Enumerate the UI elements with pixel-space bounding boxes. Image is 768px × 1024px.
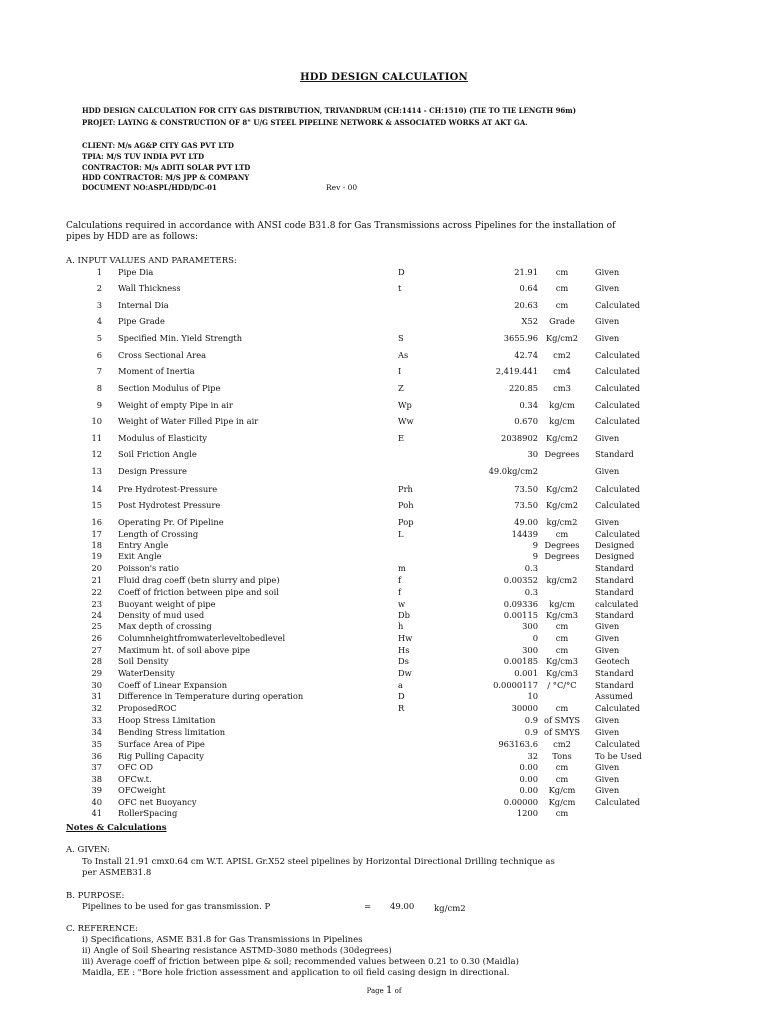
- row-number: 2: [96, 283, 102, 293]
- parameter-unit: Kg/cm: [548, 785, 576, 795]
- parameter-name: Pre Hydrotest-Pressure: [118, 484, 218, 494]
- parameter-unit: of SMYS: [543, 727, 581, 737]
- row-number: 13: [91, 466, 102, 476]
- header-line-1: HDD DESIGN CALCULATION FOR CITY GAS DISTRIBUTION, TRIVANDRUM (CH:1414 - CH:1510) (TIE TO TIE LENGTH 96m): [82, 106, 577, 115]
- table-row: [0, 727, 768, 739]
- table-row: [0, 739, 768, 751]
- parameter-remark: Geotech: [595, 656, 630, 666]
- parameter-unit: of SMYS: [543, 715, 581, 725]
- table-row: [0, 366, 768, 378]
- parameter-unit: cm4: [553, 366, 571, 376]
- parameter-remark: Standard: [595, 680, 634, 690]
- parameter-name: Poisson's ratio: [118, 563, 179, 573]
- parameter-remark: calculated: [595, 599, 639, 609]
- parameter-remark: Given: [595, 466, 620, 476]
- parameter-name: Density of mud used: [118, 610, 205, 620]
- parameter-remark: Given: [595, 633, 620, 643]
- parameter-name: Section Modulus of Pipe: [118, 383, 221, 393]
- reference-item: iii) Average coeff of friction between pipe & soil; recommended values between 0.21 to 0.30 (Maidla): [82, 957, 519, 967]
- parameter-name: WaterDensity: [118, 668, 175, 678]
- parameter-remark: Given: [595, 433, 620, 443]
- parameter-value: 0.00: [519, 785, 538, 795]
- client-line: CLIENT: M/s AG&P CITY GAS PVT LTD: [82, 141, 234, 150]
- parameter-unit: Degrees: [544, 551, 580, 561]
- parameter-value: 10: [527, 691, 538, 701]
- parameter-value: 49.0kg/cm2: [488, 466, 538, 476]
- table-row: [0, 267, 768, 279]
- table-row: [0, 333, 768, 345]
- purpose-unit: kg/cm2: [434, 904, 466, 914]
- parameter-value: 0.00: [519, 762, 538, 772]
- page-footer: [0, 985, 768, 996]
- parameter-value: 2038902: [501, 433, 538, 443]
- parameter-value: 0.09336: [503, 599, 538, 609]
- parameter-name: Entry Angle: [118, 540, 169, 550]
- reference-item: Maidla, EE : "Bore hole friction assessment and application to oil field casing design in directional.: [82, 968, 510, 978]
- parameter-name: RollerSpacing: [118, 808, 178, 818]
- table-row: [0, 691, 768, 703]
- parameter-symbol: As: [398, 350, 409, 360]
- parameter-value: 0.670: [514, 416, 538, 426]
- parameter-name: ProposedROC: [118, 703, 177, 713]
- parameter-remark: Calculated: [595, 797, 641, 807]
- parameter-symbol: L: [398, 529, 404, 539]
- parameter-symbol: R: [398, 703, 405, 713]
- table-row: [0, 668, 768, 680]
- parameter-value: 0: [532, 633, 538, 643]
- parameter-remark: Calculated: [595, 350, 641, 360]
- parameter-remark: To be Used: [595, 751, 642, 761]
- parameter-name: OFC OD: [118, 762, 153, 772]
- header-line-2: PROJET: LAYING & CONSTRUCTION OF 8" U/G STEEL PIPELINE NETWORK & ASSOCIATED WORKS AT AKT GA.: [82, 118, 528, 127]
- table-row: [0, 484, 768, 496]
- table-row: [0, 383, 768, 395]
- row-number: 9: [96, 400, 102, 410]
- table-row: [0, 283, 768, 295]
- parameter-remark: Given: [595, 785, 620, 795]
- parameter-symbol: t: [398, 283, 402, 293]
- row-number: 28: [91, 656, 102, 666]
- parameter-value: 30000: [511, 703, 538, 713]
- parameter-value: 0.9: [524, 727, 538, 737]
- table-row: [0, 517, 768, 529]
- parameter-remark: Given: [595, 774, 620, 784]
- parameter-value: 0.0000117: [493, 680, 538, 690]
- parameter-name: Coeff of Linear Expansion: [118, 680, 228, 690]
- parameter-remark: Standard: [595, 610, 634, 620]
- table-row: [0, 563, 768, 575]
- parameter-value: 3655.96: [503, 333, 538, 343]
- page-number: 1: [386, 985, 393, 996]
- reference-item: ii) Angle of Soil Shearing resistance ASTMD-3080 methods (30degrees): [82, 946, 392, 956]
- parameter-unit: cm: [555, 808, 569, 818]
- row-number: 8: [96, 383, 102, 393]
- parameter-value: 0.3: [524, 563, 538, 573]
- parameter-unit: Tons: [552, 751, 572, 761]
- parameter-unit: cm: [555, 300, 569, 310]
- parameter-symbol: Dw: [398, 668, 412, 678]
- parameter-name: Hoop Stress Limitation: [118, 715, 216, 725]
- parameter-symbol: a: [398, 680, 403, 690]
- parameter-symbol: Z: [398, 383, 404, 393]
- parameter-name: Design Pressure: [118, 466, 187, 476]
- parameter-symbol: m: [398, 563, 406, 573]
- parameter-remark: Given: [595, 267, 620, 277]
- parameter-value: 73.50: [514, 484, 538, 494]
- parameter-unit: Grade: [549, 316, 575, 326]
- intro-line-2: pipes by HDD are as follows:: [66, 232, 199, 242]
- tpia-line: TPIA: M/S TUV INDIA PVT LTD: [82, 152, 205, 161]
- parameter-symbol: w: [398, 599, 406, 609]
- parameter-remark: Calculated: [595, 703, 641, 713]
- purpose-label: B. PURPOSE:: [66, 891, 125, 901]
- row-number: 29: [91, 668, 102, 678]
- parameter-remark: Calculated: [595, 383, 641, 393]
- parameter-unit: kg/cm: [549, 400, 575, 410]
- row-number: 38: [91, 774, 102, 784]
- hdd-contractor-line: HDD CONTRACTOR: M/S JPP & COMPANY: [82, 173, 250, 182]
- parameter-value: 0.00185: [503, 656, 538, 666]
- parameter-symbol: E: [398, 433, 405, 443]
- parameter-remark: Standard: [595, 449, 634, 459]
- parameter-value: 21.91: [514, 267, 538, 277]
- row-number: 33: [91, 715, 102, 725]
- parameter-value: 0.001: [514, 668, 538, 678]
- parameter-name: Coeff of friction between pipe and soil: [118, 587, 279, 597]
- parameter-remark: Given: [595, 283, 620, 293]
- parameter-unit: kg/cm: [549, 599, 575, 609]
- parameter-remark: Given: [595, 645, 620, 655]
- parameter-symbol: S: [398, 333, 404, 343]
- row-number: 15: [91, 500, 102, 510]
- row-number: 20: [91, 563, 102, 573]
- parameter-symbol: I: [398, 366, 402, 376]
- section-a-title: INPUT VALUES AND PARAMETERS:: [77, 256, 237, 266]
- row-number: 23: [91, 599, 102, 609]
- parameter-symbol: Db: [398, 610, 410, 620]
- parameter-remark: Designed: [595, 540, 635, 550]
- parameter-value: 0.9: [524, 715, 538, 725]
- parameter-unit: Kg/cm: [548, 797, 576, 807]
- parameter-unit: cm: [555, 529, 569, 539]
- revision: Rev - 00: [326, 183, 358, 192]
- row-number: 24: [91, 610, 102, 620]
- parameter-name: OFCw.t.: [118, 774, 152, 784]
- parameter-unit: cm: [555, 621, 569, 631]
- parameter-remark: Given: [595, 316, 620, 326]
- parameter-symbol: Hw: [398, 633, 413, 643]
- parameter-symbol: f: [398, 575, 402, 585]
- parameter-remark: Calculated: [595, 500, 641, 510]
- parameter-value: 0.00: [519, 774, 538, 784]
- parameter-unit: cm3: [553, 383, 571, 393]
- table-row: [0, 715, 768, 727]
- parameter-remark: Given: [595, 762, 620, 772]
- parameter-unit: kg/cm: [549, 416, 575, 426]
- row-number: 35: [91, 739, 102, 749]
- parameter-value: 14439: [511, 529, 538, 539]
- parameter-symbol: D: [398, 267, 405, 277]
- parameter-name: Wall Thickness: [118, 283, 181, 293]
- given-label: A. GIVEN:: [66, 845, 111, 855]
- document-title: HDD DESIGN CALCULATION: [300, 72, 468, 83]
- row-number: 7: [96, 366, 102, 376]
- row-number: 1: [96, 267, 102, 277]
- parameter-name: Buoyant weight of pipe: [118, 599, 216, 609]
- row-number: 21: [91, 575, 102, 585]
- table-row: [0, 300, 768, 312]
- row-number: 31: [91, 691, 102, 701]
- intro-line-1: Calculations required in accordance with ANSI code B31.8 for Gas Transmissions across Pipelines for the installation of: [66, 221, 616, 231]
- section-a-letter: A.: [66, 256, 75, 266]
- parameter-value: 963163.6: [498, 739, 538, 749]
- row-number: 5: [96, 333, 102, 343]
- table-row: [0, 621, 768, 633]
- table-row: [0, 466, 768, 478]
- parameter-name: Pipe Grade: [118, 316, 165, 326]
- parameter-remark: Standard: [595, 587, 634, 597]
- parameter-name: Soil Friction Angle: [118, 449, 197, 459]
- parameter-value: 30: [527, 449, 538, 459]
- parameter-unit: cm: [555, 283, 569, 293]
- row-number: 14: [91, 484, 102, 494]
- parameter-remark: Given: [595, 333, 620, 343]
- table-row: [0, 808, 768, 820]
- parameter-unit: kg/cm2: [546, 517, 578, 527]
- parameter-remark: Standard: [595, 575, 634, 585]
- parameter-unit: Kg/cm3: [545, 656, 579, 666]
- parameter-remark: Calculated: [595, 300, 641, 310]
- parameter-symbol: Ww: [398, 416, 414, 426]
- parameter-unit: Degrees: [544, 540, 580, 550]
- parameter-value: 42.74: [514, 350, 538, 360]
- table-row: [0, 633, 768, 645]
- table-row: [0, 762, 768, 774]
- reference-item: i) Specifications, ASME B31.8 for Gas Transmissions in Pipelines: [82, 935, 363, 945]
- parameter-symbol: Wp: [398, 400, 412, 410]
- parameter-value: 2,419.441: [495, 366, 538, 376]
- row-number: 16: [91, 517, 102, 527]
- parameter-name: Weight of Water Filled Pipe in air: [118, 416, 259, 426]
- parameter-remark: Given: [595, 715, 620, 725]
- parameter-name: Bending Stress limitation: [118, 727, 226, 737]
- parameter-value: 9: [532, 540, 538, 550]
- given-line-1: To Install 21.91 cmx0.64 cm W.T. APISL Gr.X52 steel pipelines by Horizontal Directional Drilling technique as: [82, 857, 555, 867]
- row-number: 26: [91, 633, 102, 643]
- parameter-name: Maximum ht. of soil above pipe: [118, 645, 251, 655]
- parameter-name: Weight of empty Pipe in air: [118, 400, 233, 410]
- page-label: Page: [366, 987, 384, 995]
- parameter-name: Cross Sectional Area: [118, 350, 207, 360]
- parameter-value: 220.85: [508, 383, 538, 393]
- parameter-value: 300: [522, 621, 538, 631]
- row-number: 4: [96, 316, 102, 326]
- parameter-unit: Kg/cm3: [545, 610, 579, 620]
- table-row: [0, 400, 768, 412]
- parameter-unit: cm: [555, 645, 569, 655]
- parameter-symbol: D: [398, 691, 405, 701]
- parameter-unit: / °C/°C: [547, 680, 577, 690]
- purpose-text: Pipelines to be used for gas transmission. P: [82, 902, 271, 912]
- parameter-value: 49.00: [514, 517, 538, 527]
- parameter-name: Specified Min. Yield Strength: [118, 333, 243, 343]
- table-row: [0, 551, 768, 563]
- row-number: 11: [91, 433, 102, 443]
- parameter-unit: Degrees: [544, 449, 580, 459]
- parameter-unit: kg/cm2: [546, 575, 578, 585]
- parameter-value: 0.34: [519, 400, 538, 410]
- table-row: [0, 656, 768, 668]
- parameter-name: Difference in Temperature during operation: [118, 691, 304, 701]
- row-number: 36: [91, 751, 102, 761]
- row-number: 34: [91, 727, 102, 737]
- row-number: 12: [91, 449, 102, 459]
- parameter-unit: cm2: [553, 350, 571, 360]
- document-number: DOCUMENT NO:ASPL/HDD/DC-01: [82, 183, 217, 192]
- table-row: [0, 500, 768, 512]
- parameter-remark: Calculated: [595, 366, 641, 376]
- table-row: [0, 416, 768, 428]
- parameter-unit: cm: [555, 774, 569, 784]
- row-number: 17: [91, 529, 102, 539]
- table-row: [0, 587, 768, 599]
- parameter-remark: Calculated: [595, 529, 641, 539]
- parameter-symbol: Pop: [398, 517, 414, 527]
- parameter-remark: Designed: [595, 551, 635, 561]
- table-row: [0, 703, 768, 715]
- parameter-name: Columnheightfromwaterleveltobedlevel: [118, 633, 286, 643]
- row-number: 27: [91, 645, 102, 655]
- parameter-name: Pipe Dia: [118, 267, 154, 277]
- section-a-heading: [66, 256, 237, 266]
- parameter-value: 20.63: [514, 300, 538, 310]
- parameter-name: Length of Crossing: [118, 529, 199, 539]
- row-number: 37: [91, 762, 102, 772]
- parameter-unit: Kg/cm2: [545, 333, 579, 343]
- parameter-name: Post Hydrotest Pressure: [118, 500, 221, 510]
- parameter-remark: Given: [595, 621, 620, 631]
- parameter-value: 32: [527, 751, 538, 761]
- table-row: [0, 575, 768, 587]
- parameter-unit: Kg/cm2: [545, 433, 579, 443]
- row-number: 41: [91, 808, 102, 818]
- purpose-equals: =: [364, 902, 372, 912]
- parameter-symbol: Prh: [398, 484, 413, 494]
- parameter-name: Soil Density: [118, 656, 169, 666]
- parameter-name: Moment of Inertia: [118, 366, 195, 376]
- parameter-remark: Calculated: [595, 484, 641, 494]
- notes-title: Notes & Calculations: [66, 823, 167, 833]
- parameter-unit: Kg/cm3: [545, 668, 579, 678]
- parameter-unit: cm: [555, 762, 569, 772]
- parameter-symbol: Hs: [398, 645, 410, 655]
- given-line-2: per ASMEB31.8: [82, 868, 152, 878]
- parameter-remark: Given: [595, 727, 620, 737]
- parameter-symbol: Poh: [398, 500, 414, 510]
- reference-label: C. REFERENCE:: [66, 924, 138, 934]
- parameter-name: Internal Dia: [118, 300, 169, 310]
- row-number: 10: [91, 416, 102, 426]
- parameter-value: 0.64: [519, 283, 538, 293]
- row-number: 25: [91, 621, 102, 631]
- parameter-unit: Kg/cm2: [545, 484, 579, 494]
- parameter-name: Surface Area of Pipe: [118, 739, 205, 749]
- parameter-remark: Calculated: [595, 400, 641, 410]
- parameter-remark: Assumed: [595, 691, 633, 701]
- parameter-unit: Kg/cm2: [545, 500, 579, 510]
- row-number: 39: [91, 785, 102, 795]
- parameter-name: Rig Pulling Capacity: [118, 751, 204, 761]
- parameter-remark: Calculated: [595, 416, 641, 426]
- parameter-value: 73.50: [514, 500, 538, 510]
- row-number: 3: [96, 300, 102, 310]
- parameter-name: Fluid drag coeff (betn slurry and pipe): [118, 575, 280, 585]
- parameter-remark: Standard: [595, 668, 634, 678]
- parameter-value: 0.3: [524, 587, 538, 597]
- parameter-value: 0.00352: [503, 575, 538, 585]
- parameter-value: 300: [522, 645, 538, 655]
- parameter-remark: Standard: [595, 563, 634, 573]
- row-number: 32: [91, 703, 102, 713]
- parameter-name: Operating Pr. Of Pipeline: [118, 517, 224, 527]
- parameter-value: X52: [521, 316, 538, 326]
- table-row: [0, 316, 768, 328]
- parameter-remark: Given: [595, 517, 620, 527]
- parameter-unit: cm: [555, 703, 569, 713]
- parameter-symbol: Ds: [398, 656, 409, 666]
- parameter-value: 9: [532, 551, 538, 561]
- row-number: 22: [91, 587, 102, 597]
- page-of: of: [394, 987, 402, 995]
- parameter-unit: cm: [555, 267, 569, 277]
- parameter-name: Modulus of Elasticity: [118, 433, 207, 443]
- parameter-value: 0.00115: [503, 610, 538, 620]
- row-number: 6: [96, 350, 102, 360]
- table-row: [0, 449, 768, 461]
- parameter-name: OFCweight: [118, 785, 166, 795]
- parameter-name: OFC net Buoyancy: [118, 797, 197, 807]
- contractor-line: CONTRACTOR: M/s ADITI SOLAR PVT LTD: [82, 163, 251, 172]
- table-row: [0, 350, 768, 362]
- parameter-unit: cm: [555, 633, 569, 643]
- parameter-symbol: h: [398, 621, 404, 631]
- row-number: 19: [91, 551, 102, 561]
- parameter-name: Max depth of crossing: [118, 621, 212, 631]
- row-number: 18: [91, 540, 102, 550]
- parameter-name: Exit Angle: [118, 551, 162, 561]
- parameter-unit: cm2: [553, 739, 571, 749]
- table-row: [0, 433, 768, 445]
- parameter-symbol: f: [398, 587, 402, 597]
- parameter-value: 1200: [516, 808, 538, 818]
- parameter-remark: Calculated: [595, 739, 641, 749]
- row-number: 40: [91, 797, 102, 807]
- purpose-value: 49.00: [390, 902, 415, 912]
- table-row: [0, 785, 768, 797]
- parameter-value: 0.00000: [503, 797, 538, 807]
- row-number: 30: [91, 680, 102, 690]
